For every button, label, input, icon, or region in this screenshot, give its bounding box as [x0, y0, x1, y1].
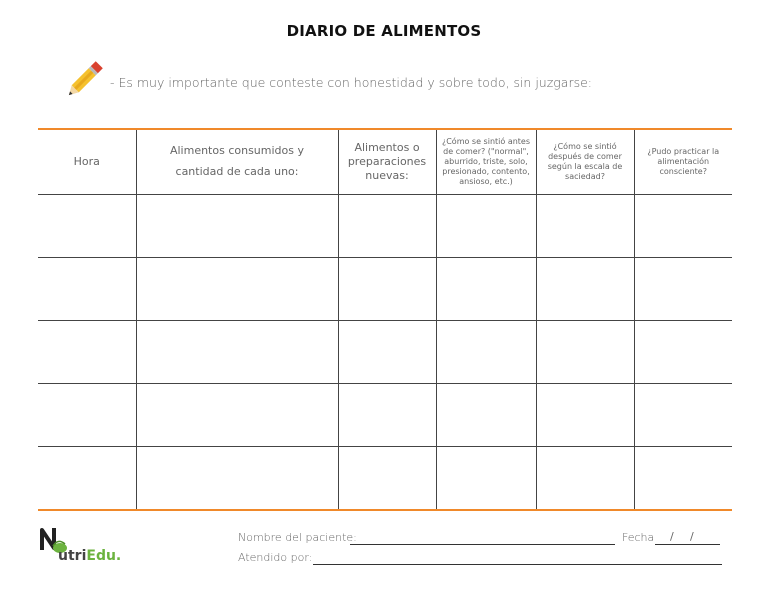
header-alimentos-consumidos — [136, 129, 338, 195]
preparaciones-cell[interactable] — [338, 258, 436, 321]
patient-name-label: Nombre del paciente: — [238, 531, 357, 544]
alimentos-cell[interactable] — [136, 258, 338, 321]
consciente-cell[interactable] — [634, 195, 732, 258]
logo-wordmark — [58, 548, 121, 564]
antes-cell[interactable] — [436, 384, 536, 447]
preparaciones-cell[interactable] — [338, 384, 436, 447]
despues-cell[interactable] — [536, 258, 634, 321]
despues-cell[interactable] — [536, 447, 634, 511]
logo-text-left: utri — [58, 548, 87, 564]
header-preparaciones-nuevas — [338, 129, 436, 195]
hora-cell[interactable] — [38, 258, 136, 321]
consciente-cell[interactable] — [634, 447, 732, 511]
antes-cell[interactable] — [436, 258, 536, 321]
table-row — [38, 447, 732, 511]
consciente-cell[interactable] — [634, 384, 732, 447]
header-antes-de-comer: ¿Cómo se sintió antes de comer? ("normal", aburrido, triste, solo, presionado, contento, ansioso, etc.) — [436, 129, 536, 195]
table-row — [38, 195, 732, 258]
antes-cell[interactable] — [436, 321, 536, 384]
logo-text-right: Edu. — [86, 548, 122, 564]
header-despues-de-comer: ¿Cómo se sintió después de comer según la escala de saciedad? — [536, 129, 634, 195]
hora-cell[interactable] — [38, 384, 136, 447]
page-title: DIARIO DE ALIMENTOS — [286, 22, 482, 40]
hora-cell[interactable] — [38, 447, 136, 511]
preparaciones-cell[interactable] — [338, 321, 436, 384]
consciente-cell[interactable] — [634, 258, 732, 321]
antes-cell[interactable] — [436, 195, 536, 258]
pencil-icon — [62, 60, 104, 102]
header-alimentos-consumidos-text: Alimentos consumidos y cantidad de cada uno: — [169, 144, 305, 178]
table-row — [38, 321, 732, 384]
header-hora: Hora — [38, 129, 136, 195]
table-header-row — [38, 129, 732, 195]
alimentos-cell[interactable] — [136, 384, 338, 447]
preparaciones-cell[interactable] — [338, 447, 436, 511]
attended-by-label: Atendido por: — [238, 551, 313, 564]
consciente-cell[interactable] — [634, 321, 732, 384]
table-row — [38, 258, 732, 321]
patient-name-field[interactable] — [350, 544, 615, 545]
antes-cell[interactable] — [436, 447, 536, 511]
date-separator: / — [690, 530, 694, 543]
food-diary-table — [38, 128, 732, 511]
alimentos-cell[interactable] — [136, 447, 338, 511]
hora-cell[interactable] — [38, 321, 136, 384]
despues-cell[interactable] — [536, 384, 634, 447]
despues-cell[interactable] — [536, 195, 634, 258]
preparaciones-cell[interactable] — [338, 195, 436, 258]
date-label: Fecha — [622, 531, 655, 544]
hora-cell[interactable] — [38, 195, 136, 258]
table-row — [38, 384, 732, 447]
instruction-text: - Es muy importante que conteste con honestidad y sobre todo, sin juzgarse: — [110, 75, 593, 90]
header-preparaciones-nuevas-text: Alimentos o preparaciones nuevas: — [347, 141, 427, 182]
alimentos-cell[interactable] — [136, 195, 338, 258]
date-separator: / — [670, 530, 674, 543]
date-field[interactable] — [655, 544, 720, 545]
attended-by-field[interactable] — [313, 564, 722, 565]
header-alimentacion-consciente: ¿Pudo practicar la alimentación consciente? — [634, 129, 732, 195]
alimentos-cell[interactable] — [136, 321, 338, 384]
despues-cell[interactable] — [536, 321, 634, 384]
